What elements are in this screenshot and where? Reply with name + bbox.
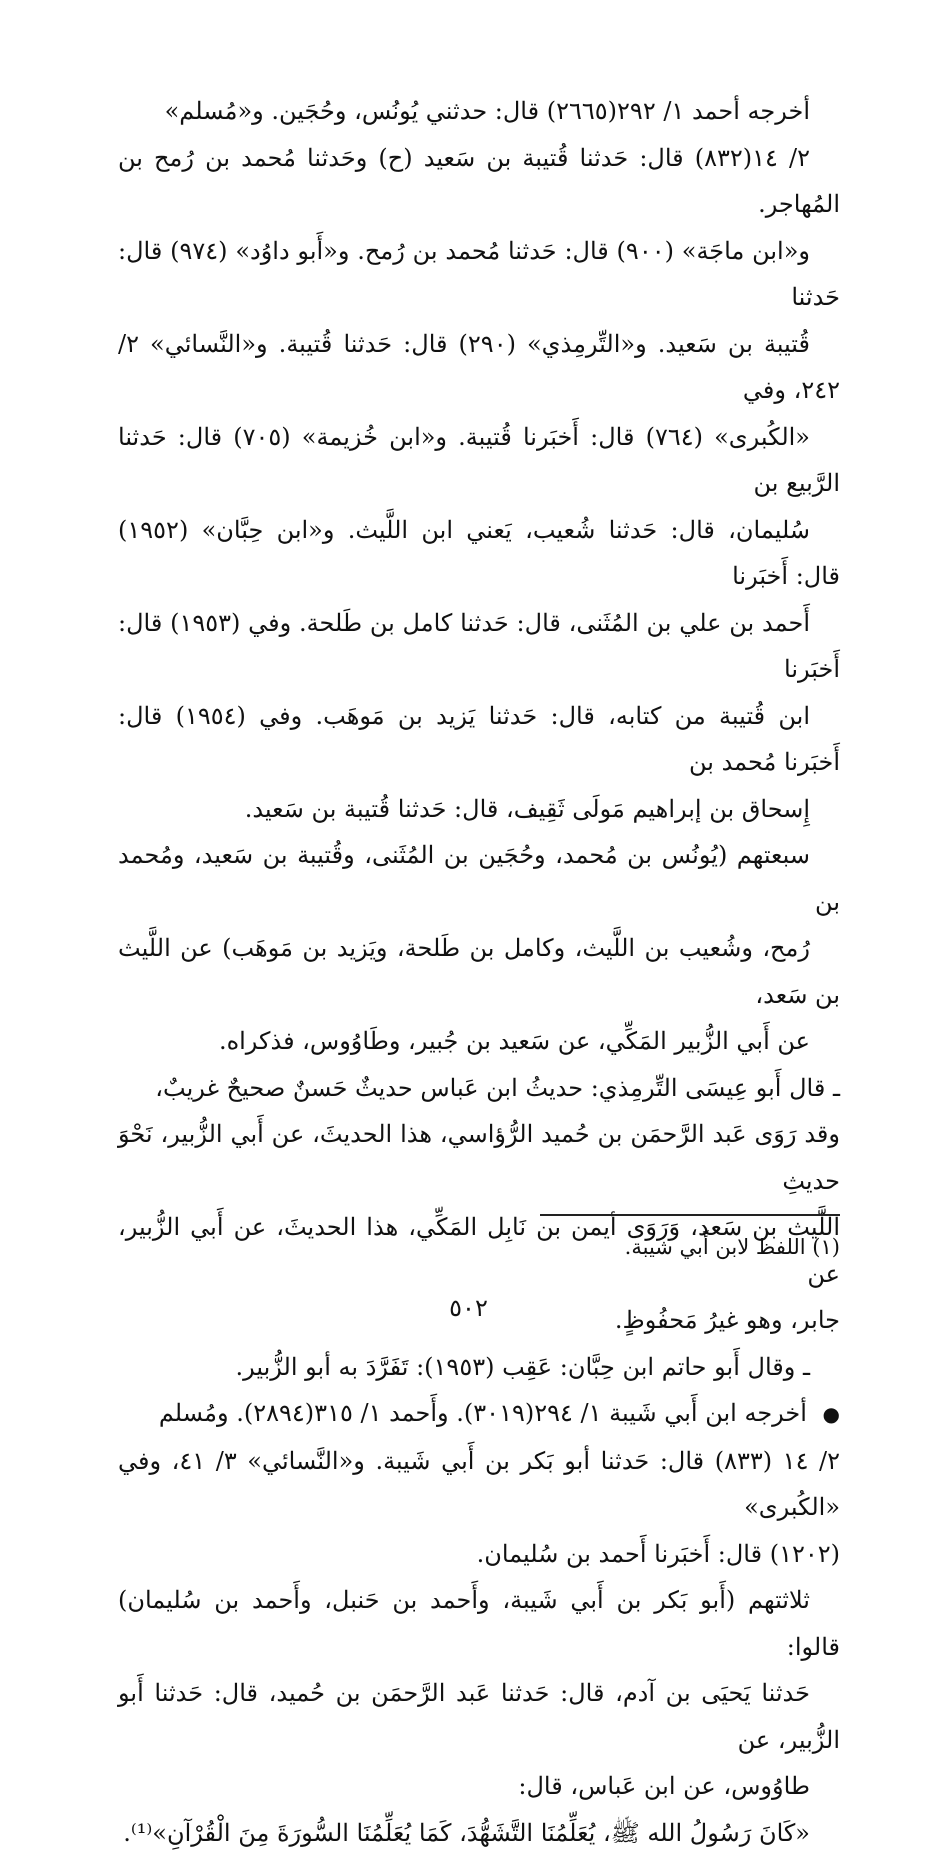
text-line: و«ابن ماجَة» (٩٠٠) قال: حَدثنا مُحمد بن رُمح. و«أَبو داوُد» (٩٧٤) قال: حَدثنا xyxy=(118,228,840,321)
takhrij-paragraph-2 xyxy=(118,1390,840,1577)
ibn-hibban-comment-paragraph xyxy=(118,1344,840,1391)
text-line: ـ وقال أَبو حاتم ابن حِبَّان: عَقِب (١٩٥٣): تَفَرَّدَ به أبو الزُّبير. xyxy=(118,1344,840,1391)
page-number: ٥٠٢ xyxy=(0,1293,937,1323)
text-line-content: أخرجه ابن أَبي شَيبة ١/ ٢٩٤(٣٠١٩). وأَحمد ١/ ٣١٥(٢٨٩٤). ومُسلم xyxy=(159,1399,807,1427)
text-line: أَحمد بن علي بن المُثَنى، قال: حَدثنا كامل بن طَلحة. وفي (١٩٥٣) قال: أَخبَرنا xyxy=(118,600,840,693)
text-line: ابن قُتيبة من كتابه، قال: حَدثنا يَزيد بن مَوهَب. وفي (١٩٥٤) قال: أَخبَرنا مُحمد بن xyxy=(118,693,840,786)
text-line: قُتيبة بن سَعيد. و«التِّرمِذي» (٢٩٠) قال: حَدثنا قُتيبة. و«النَّسائي» ٢/ ٢٤٢، وفي xyxy=(118,321,840,414)
bullet-icon: ● xyxy=(823,1402,840,1426)
hadith-text-paragraph xyxy=(118,1810,840,1856)
footnote: (١) اللفظ لابن أَبي شيبة. xyxy=(118,1230,840,1264)
text-line: ٢/ ١٤ (٨٣٣) قال: حَدثنا أبو بَكر بن أَبي شَيبة. و«النَّسائي» ٣/ ٤١، وفي «الكُبرى» xyxy=(118,1438,840,1531)
text-line: وقد رَوَى عَبد الرَّحمَن بن حُميد الرُّؤاسي، هذا الحديثَ، عن أَبي الزُّبير، نَحْوَ حديثِ xyxy=(118,1111,840,1204)
text-line: أخرجه أحمد ١/ ٢٩٢(٢٦٦٥) قال: حدثني يُونُس، وحُجَين. و«مُسلم» xyxy=(118,88,840,135)
narrators-summary-paragraph-2 xyxy=(118,1577,840,1810)
text-line: اللَّيث بن سَعد، وَرَوَى أيمن بن نَابِل المَكِّي، هذا الحديثَ، عن أَبي الزُّبير، عن xyxy=(118,1204,840,1297)
text-line: ثلاثتهم (أَبو بَكر بن أَبي شَيبة، وأَحمد بن حَنبل، وأَحمد بن سُليمان) قالوا: xyxy=(118,1577,840,1670)
footnote-divider xyxy=(540,1214,840,1216)
text-line: «الكُبرى» (٧٦٤) قال: أَخبَرنا قُتيبة. و«ابن خُزيمة» (٧٠٥) قال: حَدثنا الرَّبيع بن xyxy=(118,414,840,507)
text-line: عن أَبي الزُّبير المَكِّي، عن سَعيد بن جُبير، وطَاوُوس، فذكراه. xyxy=(118,1018,840,1065)
text-line: ـ قال أَبو عِيسَى التِّرمِذي: حديثُ ابن عَباس حديثٌ حَسنٌ صحيحٌ غريبٌ، xyxy=(118,1065,840,1112)
text-line: سبعتهم (يُونُس بن مُحمد، وحُجَين بن المُثَنى، وقُتيبة بن سَعيد، ومُحمد بن xyxy=(118,832,840,925)
text-line: حَدثنا يَحيَى بن آدم، قال: حَدثنا عَبد الرَّحمَن بن حُميد، قال: حَدثنا أَبو الزُّبير، عن xyxy=(118,1670,840,1763)
text-line xyxy=(118,1390,840,1438)
hadith-text-line: «كَانَ رَسُولُ الله ﷺ، يُعَلِّمُنَا التَّشَهُّدَ، كَمَا يُعَلِّمُنَا السُّورَةَ مِنَ الْقُرْآنِ»⁽¹⁾. xyxy=(118,1810,840,1856)
narrators-summary-paragraph xyxy=(118,832,840,1065)
text-line: طاوُوس، عن ابن عَباس، قال: xyxy=(118,1763,840,1810)
text-line: (١٢٠٢) قال: أَخبَرنا أَحمد بن سُليمان. xyxy=(118,1531,840,1578)
main-text xyxy=(118,88,840,1856)
text-line: سُليمان، قال: حَدثنا شُعيب، يَعني ابن اللَّيث. و«ابن حِبَّان» (١٩٥٢) قال: أَخبَرنا xyxy=(118,507,840,600)
text-line: جابر، وهو غيرُ مَحفُوظٍ. xyxy=(118,1297,840,1344)
takhrij-paragraph-1 xyxy=(118,88,840,832)
text-line: رُمح، وشُعيب بن اللَّيث، وكامل بن طَلحة، ويَزيد بن مَوهَب) عن اللَّيث بن سَعد، xyxy=(118,925,840,1018)
text-line: إِسحاق بن إبراهيم مَولَى ثَقِيف، قال: حَدثنا قُتيبة بن سَعيد. xyxy=(118,786,840,833)
text-line: ٢/ ١٤(٨٣٢) قال: حَدثنا قُتيبة بن سَعيد (ح) وحَدثنا مُحمد بن رُمح بن المُهاجر. xyxy=(118,135,840,228)
